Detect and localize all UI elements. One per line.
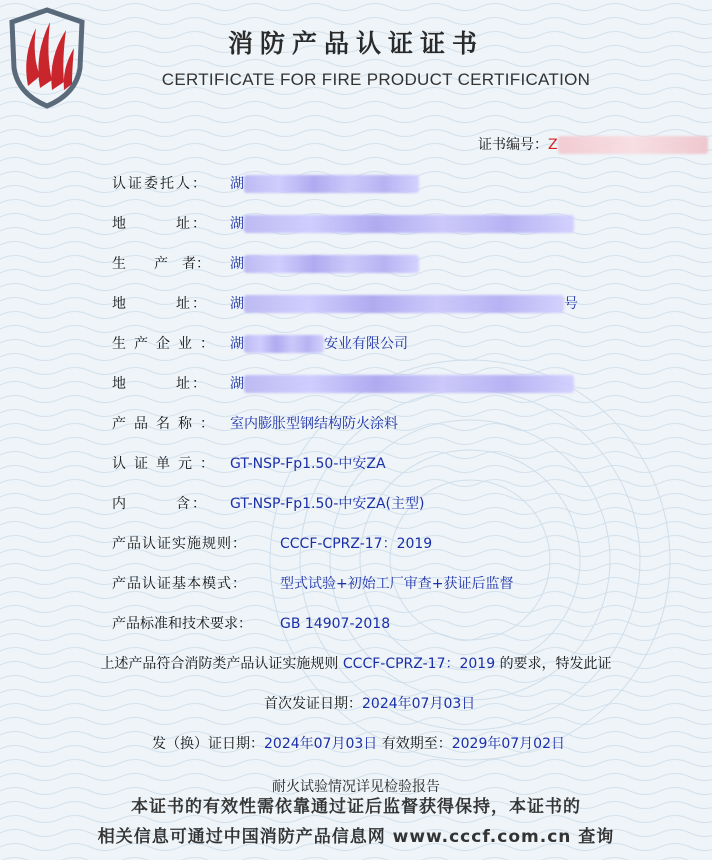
- redacted-block: [244, 255, 419, 273]
- field-label: 产品认证实施规则：: [112, 536, 247, 552]
- field-value: 室内膨胀型钢结构防火涂料: [230, 416, 398, 432]
- statement-text-end: 的要求，特发此证: [499, 656, 612, 672]
- field-value: CCCF-CPRZ-17：2019: [280, 536, 433, 552]
- field-value: 湖: [230, 256, 244, 272]
- field-client: [112, 174, 419, 194]
- redacted-block: [244, 375, 574, 393]
- field-value: 湖: [230, 336, 244, 352]
- field-label: 生 产 者：: [112, 256, 210, 272]
- field-label: 产品认证基本模式：: [112, 576, 247, 592]
- field-label: 产品标准和技术要求：: [112, 616, 252, 632]
- field-label: 地 址：: [112, 296, 208, 312]
- valid-until-label: 有效期至：: [381, 736, 452, 752]
- statement-text: 上述产品符合消防类产品认证实施规则: [100, 656, 339, 672]
- redacted-block: [244, 295, 564, 313]
- issue-value: 2024年07月03日: [264, 736, 378, 752]
- issue-dates: [0, 734, 712, 754]
- certificate-number-label: 证书编号：: [478, 137, 548, 153]
- certificate-title: 消防产品认证证书: [227, 29, 484, 58]
- first-issue-label: 首次发证日期：: [264, 696, 362, 712]
- field-label: 地 址：: [112, 376, 208, 392]
- field-manufacturer-address: [112, 374, 574, 394]
- field-value: 湖: [230, 376, 244, 392]
- field-standard: [112, 614, 390, 634]
- field-cert-mode: [112, 574, 513, 594]
- field-label: 内 含：: [112, 496, 208, 512]
- field-value: 湖: [230, 296, 244, 312]
- certificate-number-value: Z: [548, 137, 558, 153]
- field-value: 型式试验+初始工厂审查+获证后监督: [280, 576, 514, 592]
- field-value-suffix: 号: [564, 296, 578, 312]
- certificate-subtitle: CERTIFICATE FOR FIRE PRODUCT CERTIFICATION: [161, 70, 591, 89]
- field-contains: [112, 494, 424, 514]
- field-label: 产品名称：: [112, 416, 222, 432]
- field-producer: [112, 254, 419, 274]
- field-value: 湖: [230, 216, 244, 232]
- field-client-address: [112, 214, 574, 234]
- field-value: GB 14907-2018: [280, 616, 391, 632]
- footer-line-1: 本证书的有效性需依靠通过证后监督获得保持，本证书的: [131, 797, 581, 817]
- field-value: GT-NSP-Fp1.50-中安ZA(主型): [230, 496, 425, 512]
- test-report-note: 耐火试验情况详见检验报告: [272, 779, 440, 795]
- field-label: 生产企业：: [112, 336, 222, 352]
- redacted-block: [244, 175, 419, 193]
- field-value: GT-NSP-Fp1.50-中安ZA: [230, 456, 386, 472]
- first-issue-value: 2024年07月03日: [362, 696, 476, 712]
- issue-label: 发（换）证日期：: [152, 736, 264, 752]
- field-manufacturer: [112, 334, 408, 354]
- first-issue-date: [0, 694, 712, 714]
- redacted-block: [244, 215, 574, 233]
- conformity-statement: [0, 654, 712, 674]
- statement-rule: CCCF-CPRZ-17：2019: [342, 656, 496, 672]
- valid-until-value: 2029年07月02日: [451, 736, 565, 752]
- field-product-name: [112, 414, 398, 434]
- field-cert-unit: [112, 454, 386, 474]
- field-label: 地 址：: [112, 216, 208, 232]
- field-label: 认证委托人：: [112, 176, 208, 192]
- field-value: 湖: [230, 176, 244, 192]
- footer-line-2: 相关信息可通过中国消防产品信息网 www.cccf.com.cn 查询: [97, 827, 615, 847]
- redacted-block: [244, 335, 324, 353]
- field-impl-rule: [112, 534, 432, 554]
- field-value-suffix: 安业有限公司: [324, 336, 408, 352]
- redacted-block: [558, 136, 708, 154]
- field-label: 认证单元：: [112, 456, 222, 472]
- certificate-number: [478, 134, 708, 154]
- field-producer-address: [112, 294, 578, 314]
